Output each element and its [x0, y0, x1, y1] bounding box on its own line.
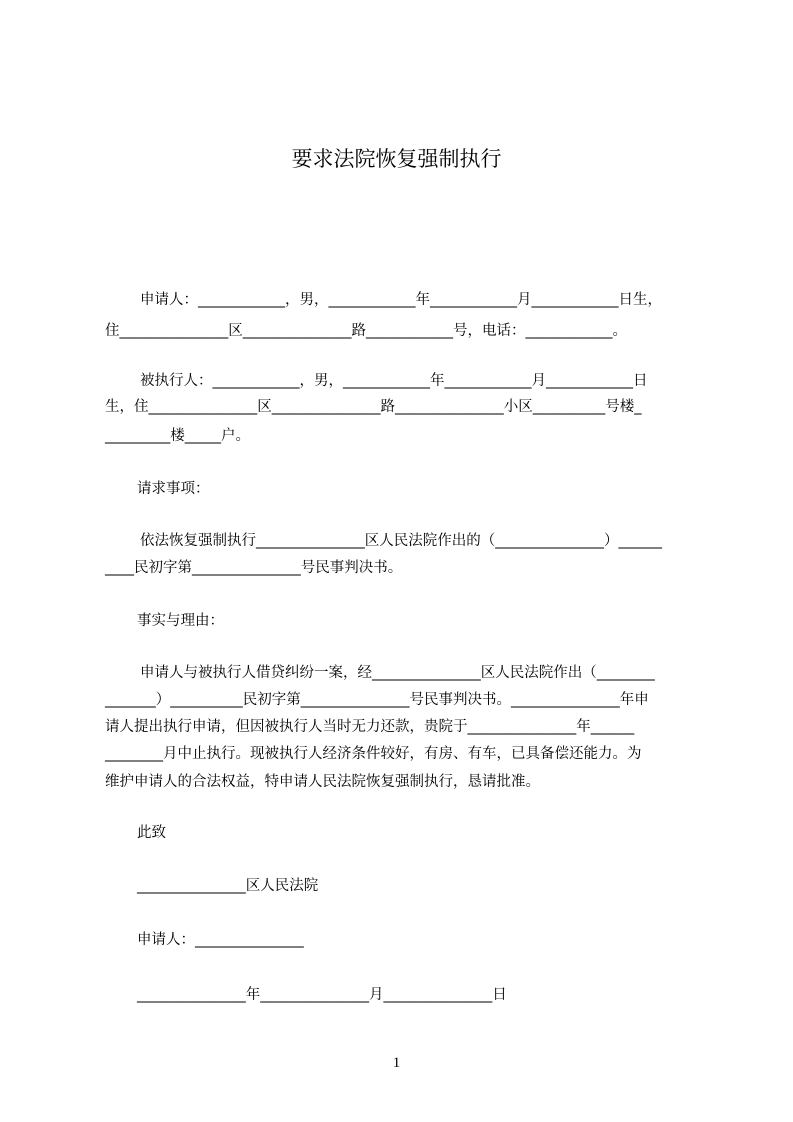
date-line: _______________年_______________月_______________日 — [137, 987, 507, 1003]
page-number: 1 — [392, 1055, 401, 1071]
court-line: _______________区人民法院 — [137, 878, 319, 894]
facts-heading: 事实与理由： — [137, 613, 224, 629]
applicant-line-1: 申请人：____________，男，____________年____________月____________日生， — [140, 292, 662, 308]
respondent-line-3: _________楼_____户。 — [105, 428, 250, 444]
applicant-line-2: 住_______________区_______________路____________号，电话：____________。 — [105, 323, 627, 339]
request-line-2: ____民初字第_______________号民事判决书。 — [105, 560, 403, 576]
facts-line-4: ________月中止执行。现被执行人经济条件较好，有房、有车，已具备偿还能力。为 — [105, 746, 642, 762]
facts-line-2: _______）__________民初字第_______________号民事判决书。_______________年申 — [105, 692, 649, 708]
closing: 此致 — [137, 825, 166, 841]
signature-line: 申请人：_______________ — [137, 932, 304, 948]
document-title: 要求法院恢复强制执行 — [291, 147, 502, 171]
respondent-line-2: 生，住_______________区_______________路_______________小区__________号楼_ — [105, 399, 642, 415]
request-heading: 请求事项： — [137, 481, 210, 497]
respondent-line-1: 被执行人：____________，男，____________年____________月____________日 — [140, 373, 648, 389]
facts-line-5: 维护申请人的合法权益，特申请人民法院恢复强制执行，恳请批准。 — [105, 774, 540, 790]
facts-line-3: 请人提出执行申请，但因被执行人当时无力还款，贵院于_______________年______ — [105, 719, 635, 735]
request-line-1: 依法恢复强制执行_______________区人民法院作出的（_______________）______ — [140, 533, 662, 549]
facts-line-1: 申请人与被执行人借贷纠纷一案，经_______________区人民法院作出（________ — [140, 665, 655, 681]
